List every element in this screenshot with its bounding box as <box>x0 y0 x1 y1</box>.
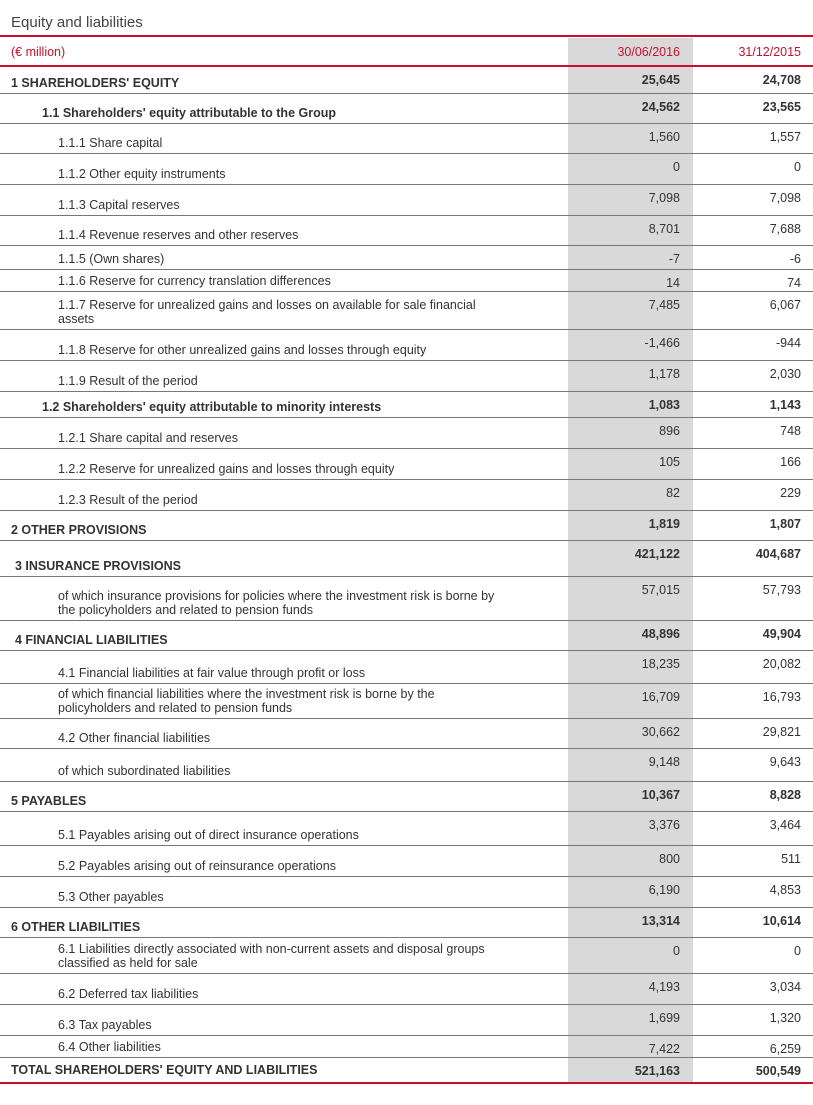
unit-label: (€ million) <box>11 45 66 59</box>
row-label: 5 PAYABLES <box>11 794 87 808</box>
value-2016: 8,701 <box>648 222 680 236</box>
value-2015: 500,549 <box>755 1064 801 1078</box>
value-2016: 57,015 <box>641 583 680 597</box>
value-2016: 0 <box>673 944 680 958</box>
table-row <box>0 480 813 511</box>
row-label: 6.1 Liabilities directly associated with non-current assets and disposal groups classified as held for sale <box>58 942 485 970</box>
value-2016: 25,645 <box>641 73 680 87</box>
row-label: 6.4 Other liabilities <box>58 1040 161 1054</box>
row-label: 1.1.8 Reserve for other unrealized gains and losses through equity <box>58 343 427 357</box>
value-2016: 9,148 <box>648 755 680 769</box>
value-2015: 748 <box>780 424 801 438</box>
table-row <box>0 330 813 361</box>
value-2015: 29,821 <box>762 725 801 739</box>
value-2016: 10,367 <box>641 788 680 802</box>
value-2015: 20,082 <box>762 657 801 671</box>
row-label: 6 OTHER LIABILITIES <box>11 920 141 934</box>
column-header-2016: 30/06/2016 <box>617 45 680 59</box>
column-header-2015: 31/12/2015 <box>738 45 801 59</box>
row-label: TOTAL SHAREHOLDERS' EQUITY AND LIABILITIES <box>11 1063 318 1077</box>
value-2016: 1,560 <box>648 130 680 144</box>
value-2015: 3,034 <box>769 980 801 994</box>
value-2016: 896 <box>659 424 680 438</box>
row-label: 4.2 Other financial liabilities <box>58 731 211 745</box>
table-row <box>0 246 813 270</box>
value-2016: 48,896 <box>641 627 680 641</box>
value-2016: 18,235 <box>641 657 680 671</box>
value-2016: 7,422 <box>648 1042 680 1056</box>
value-2016: -1,466 <box>644 336 680 350</box>
row-label: 1.1.2 Other equity instruments <box>58 167 226 181</box>
table-row <box>0 449 813 480</box>
bottom-rule <box>0 1082 813 1084</box>
value-2016: 6,190 <box>648 883 680 897</box>
row-label: 1 SHAREHOLDERS' EQUITY <box>11 76 180 90</box>
value-2015: 10,614 <box>762 914 801 928</box>
value-2015: -944 <box>775 336 801 350</box>
row-label: 1.2.2 Reserve for unrealized gains and losses through equity <box>58 462 395 476</box>
row-label: 1.1.7 Reserve for unrealized gains and losses on available for sale financial assets <box>58 298 476 326</box>
table-row <box>0 292 813 330</box>
table-row <box>0 361 813 392</box>
table-row <box>0 1058 813 1082</box>
table-row <box>0 1005 813 1036</box>
table-row <box>0 719 813 749</box>
value-2015: 1,557 <box>769 130 801 144</box>
row-label: 1.2.1 Share capital and reserves <box>58 431 238 445</box>
value-2015: 511 <box>781 852 801 866</box>
table-row <box>0 749 813 782</box>
table-row <box>0 270 813 292</box>
value-2015: 49,904 <box>762 627 801 641</box>
value-2016: 13,314 <box>641 914 680 928</box>
row-label: 4.1 Financial liabilities at fair value through profit or loss <box>58 666 366 680</box>
table-row <box>0 124 813 154</box>
table-header <box>0 38 813 66</box>
table-row <box>0 846 813 877</box>
value-2015: 24,708 <box>762 73 801 87</box>
table-row <box>0 908 813 938</box>
value-2016: 4,193 <box>648 980 680 994</box>
table-row <box>0 938 813 974</box>
value-2015: 229 <box>780 486 801 500</box>
row-label: 1.1.3 Capital reserves <box>58 198 180 212</box>
value-2015: 4,853 <box>769 883 801 897</box>
table-row <box>0 621 813 651</box>
row-label: of which insurance provisions for policies where the investment risk is borne by the policyholders and related to pension funds <box>58 589 495 617</box>
top-rule <box>0 35 813 37</box>
table-row <box>0 541 813 577</box>
row-label: of which financial liabilities where the investment risk is borne by the policyholders and related to pension funds <box>58 687 435 715</box>
value-2016: 0 <box>673 160 680 174</box>
value-2016: 421,122 <box>634 547 680 561</box>
value-2015: 166 <box>780 455 801 469</box>
table-row <box>0 974 813 1005</box>
value-2016: -7 <box>668 252 680 266</box>
value-2015: 23,565 <box>762 100 801 114</box>
value-2015: 9,643 <box>769 755 801 769</box>
table-row <box>0 684 813 719</box>
value-2016: 7,098 <box>648 191 680 205</box>
value-2016: 30,662 <box>641 725 680 739</box>
value-2015: 16,793 <box>762 690 801 704</box>
value-2016: 521,163 <box>634 1064 680 1078</box>
value-2016: 1,699 <box>648 1011 680 1025</box>
table-row <box>0 418 813 449</box>
row-label: 1.1.1 Share capital <box>58 136 163 150</box>
table-row <box>0 577 813 621</box>
value-2016: 14 <box>666 276 680 290</box>
table-row <box>0 154 813 185</box>
row-label: 1.1.9 Result of the period <box>58 374 198 388</box>
value-2016: 105 <box>659 455 680 469</box>
value-2016: 82 <box>666 486 680 500</box>
table-row <box>0 94 813 124</box>
row-label: 6.2 Deferred tax liabilities <box>58 987 199 1001</box>
row-label: 1.1.5 (Own shares) <box>58 252 165 266</box>
value-2016: 3,376 <box>648 818 680 832</box>
row-label: 5.2 Payables arising out of reinsurance operations <box>58 859 336 873</box>
row-label: 3 INSURANCE PROVISIONS <box>15 559 182 573</box>
row-label: 1.1 Shareholders' equity attributable to the Group <box>42 106 336 120</box>
table-row <box>0 782 813 812</box>
value-2016: 7,485 <box>648 298 680 312</box>
table-row <box>0 1036 813 1058</box>
value-2016: 1,178 <box>648 367 680 381</box>
value-2016: 1,083 <box>648 398 680 412</box>
value-2015: 7,098 <box>769 191 801 205</box>
value-2016: 800 <box>659 852 680 866</box>
table-row <box>0 185 813 216</box>
table-row <box>0 651 813 684</box>
value-2016: 16,709 <box>641 690 680 704</box>
row-label: 6.3 Tax payables <box>58 1018 152 1032</box>
row-label: of which subordinated liabilities <box>58 764 231 778</box>
value-2016: 24,562 <box>641 100 680 114</box>
row-label: 4 FINANCIAL LIABILITIES <box>15 633 168 647</box>
page-title: Equity and liabilities <box>11 14 143 31</box>
value-2015: 8,828 <box>769 788 801 802</box>
value-2015: 7,688 <box>769 222 801 236</box>
value-2015: 1,320 <box>769 1011 801 1025</box>
value-2016: 1,819 <box>648 517 680 531</box>
row-label: 1.2 Shareholders' equity attributable to minority interests <box>42 400 382 414</box>
row-label: 2 OTHER PROVISIONS <box>11 523 147 537</box>
table-row <box>0 216 813 246</box>
table-row <box>0 392 813 418</box>
value-2015: 2,030 <box>769 367 801 381</box>
value-2015: 1,143 <box>769 398 801 412</box>
value-2015: 74 <box>787 276 801 290</box>
value-2015: 6,067 <box>769 298 801 312</box>
value-2015: 0 <box>794 944 801 958</box>
value-2015: 404,687 <box>755 547 801 561</box>
value-2015: 0 <box>794 160 801 174</box>
table-row <box>0 877 813 908</box>
row-label: 5.3 Other payables <box>58 890 164 904</box>
value-2015: 6,259 <box>769 1042 801 1056</box>
value-2015: 57,793 <box>762 583 801 597</box>
table-row <box>0 511 813 541</box>
value-2015: 1,807 <box>769 517 801 531</box>
value-2015: -6 <box>789 252 801 266</box>
value-2015: 3,464 <box>769 818 801 832</box>
table-row <box>0 67 813 94</box>
row-label: 5.1 Payables arising out of direct insurance operations <box>58 828 359 842</box>
row-label: 1.1.6 Reserve for currency translation differences <box>58 274 331 288</box>
table-row <box>0 812 813 846</box>
row-label: 1.1.4 Revenue reserves and other reserves <box>58 228 299 242</box>
row-label: 1.2.3 Result of the period <box>58 493 198 507</box>
